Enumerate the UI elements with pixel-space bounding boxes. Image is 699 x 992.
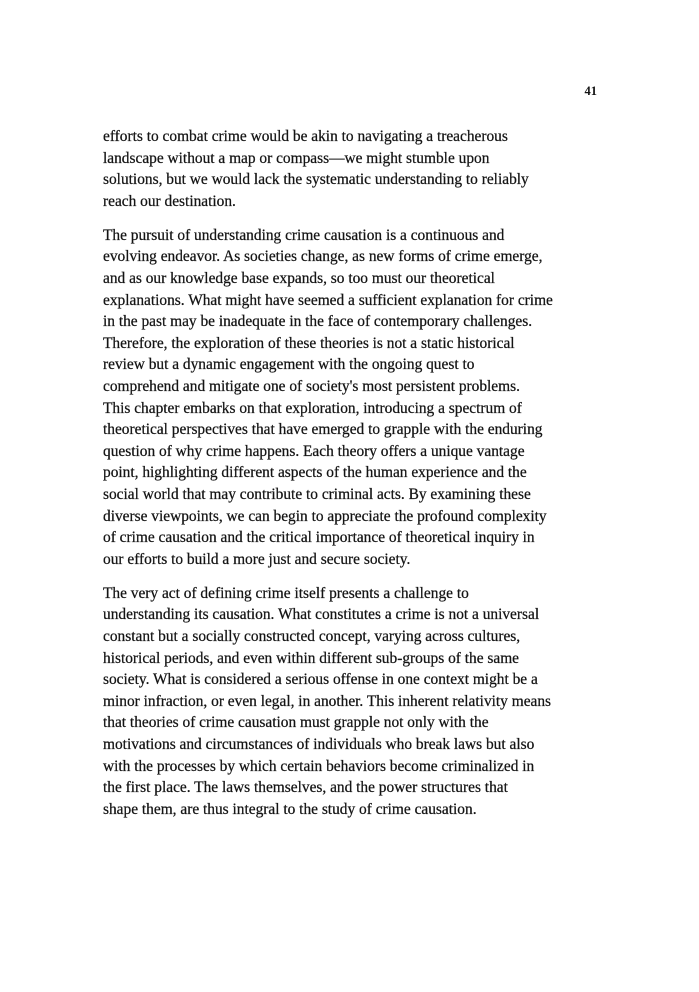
text-line: that theories of crime causation must grapple not only with the <box>103 714 489 732</box>
text-line: and as our knowledge base expands, so too must our theoretical <box>103 270 495 288</box>
text-line: evolving endeavor. As societies change, as new forms of crime emerge, <box>103 248 543 266</box>
text-line: comprehend and mitigate one of society's most persistent problems. <box>103 378 520 396</box>
paragraph <box>103 583 603 821</box>
text-line: explanations. What might have seemed a sufficient explanation for crime <box>103 291 553 309</box>
text-line: The pursuit of understanding crime causation is a continuous and <box>103 226 505 244</box>
text-line: solutions, but we would lack the systematic understanding to reliably <box>103 171 529 189</box>
text-line: constant but a socially constructed concept, varying across cultures, <box>103 628 521 646</box>
text-line: the first place. The laws themselves, and the power structures that <box>103 779 508 797</box>
text-line: minor infraction, or even legal, in another. This inherent relativity means <box>103 692 552 710</box>
text-line: of crime causation and the critical importance of theoretical inquiry in <box>103 529 535 547</box>
text-line: review but a dynamic engagement with the ongoing quest to <box>103 356 475 374</box>
text-line: social world that may contribute to criminal acts. By examining these <box>103 486 531 503</box>
paragraph <box>103 225 603 571</box>
text-line: Therefore, the exploration of these theories is not a static historical <box>103 334 515 352</box>
paragraph <box>103 126 603 212</box>
text-line: This chapter embarks on that exploration, introducing a spectrum of <box>103 399 522 417</box>
text-line: point, highlighting different aspects of the human experience and the <box>103 464 527 482</box>
text-line: society. What is considered a serious offense in one context might be a <box>103 671 538 689</box>
text-line: question of why crime happens. Each theory offers a unique vantage <box>103 442 525 460</box>
text-line: theoretical perspectives that have emerged to grapple with the enduring <box>103 421 543 439</box>
text-line: historical periods, and even within different sub-groups of the same <box>103 649 520 667</box>
text-line: in the past may be inadequate in the face of contemporary challenges. <box>103 313 533 331</box>
text-line: efforts to combat crime would be akin to navigating a treacherous <box>103 128 508 145</box>
text-line: understanding its causation. What constitutes a crime is not a universal <box>103 606 540 624</box>
text-line: with the processes by which certain behaviors become criminalized in <box>103 757 535 775</box>
text-line: diverse viewpoints, we can begin to appreciate the profound complexity <box>103 507 547 525</box>
text-line: reach our destination. <box>103 192 236 210</box>
page-number: 41 <box>584 84 597 98</box>
text-line: our efforts to build a more just and secure society. <box>103 550 411 568</box>
text-line: shape them, are thus integral to the study of crime causation. <box>103 800 477 818</box>
text-line: landscape without a map or compass—we might stumble upon <box>103 149 490 167</box>
text-line: The very act of defining crime itself presents a challenge to <box>103 584 469 602</box>
body-text <box>103 126 603 833</box>
text-line: motivations and circumstances of individuals who break laws but also <box>103 736 535 754</box>
